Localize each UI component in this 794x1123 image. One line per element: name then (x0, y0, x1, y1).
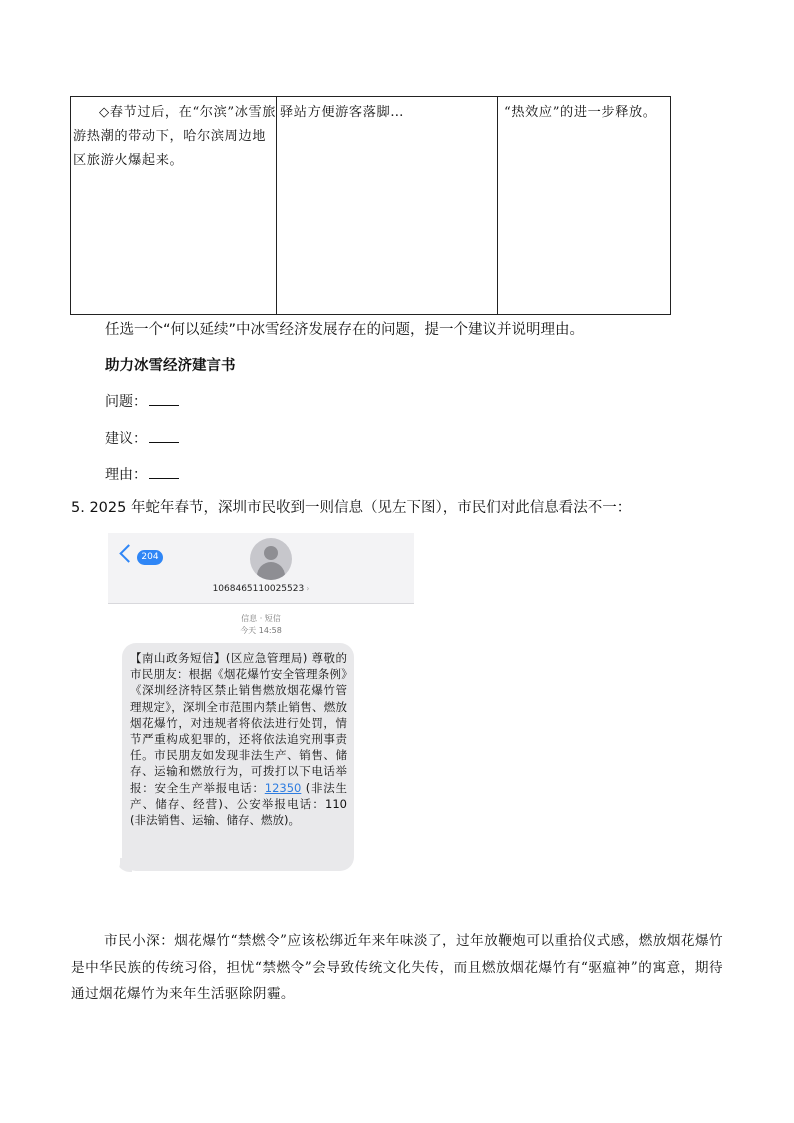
info-table (70, 96, 671, 315)
table-cell-col1 (71, 97, 277, 314)
citizen-view-paragraph: 市民小深：烟花爆竹“禁燃令”应该松绑近年来年味淡了，过年放鞭炮可以重拾仪式感，燃放烟花爆竹是中华民族的传统习俗，担忧“禁燃令”会导致传统文化失传，而且燃放烟花爆竹有“驱瘟神”的寓意，期待通过烟花爆竹为来年生活驱除阴霾。 (71, 933, 723, 1002)
table-cell-text: 驿站方便游客落脚… (280, 105, 405, 120)
task-instruction: 任选一个“何以延续”中冰雪经济发展存在的问题，提一个建议并说明理由。 (105, 322, 585, 338)
message-text-tail: (非法生产、储存、经营)、公安举报电话：110 (非法销售、运输、储存、燃放)。 (130, 780, 347, 828)
table-cell-col3 (498, 97, 671, 314)
back-chevron-icon[interactable] (119, 544, 137, 562)
question-5: 5. 2025 年蛇年春节，深圳市民收到一则信息（见左下图），市民们对此信息看法不一： (71, 500, 632, 516)
suggestion-label: 建议： (105, 431, 147, 447)
message-service-label: 信息 · 短信 (241, 614, 281, 623)
reason-line (105, 464, 179, 485)
table-cell-text: ◇春节过后，在“尔滨”冰雪旅游热潮的带动下，哈尔滨周边地区旅游火爆起来。 (73, 105, 277, 168)
table-cell-col2 (277, 97, 498, 314)
problem-label: 问题： (105, 394, 147, 410)
bubble-tail-mask (108, 853, 120, 873)
message-bubble (122, 643, 354, 871)
problem-blank[interactable] (149, 391, 179, 406)
contact-avatar-icon[interactable] (250, 538, 292, 580)
sender-number[interactable] (108, 584, 414, 594)
sender-number-text: 1068465110025523 (212, 584, 305, 594)
suggestion-blank[interactable] (149, 428, 179, 443)
table-cell-text: “热效应”的进一步释放。 (504, 105, 657, 120)
chevron-right-icon: › (306, 584, 310, 593)
suggestion-line (105, 428, 179, 449)
problem-line (105, 391, 179, 412)
sms-screenshot (108, 533, 414, 863)
reason-blank[interactable] (149, 464, 179, 479)
message-text: 【南山政务短信】(区应急管理局) 尊敬的市民朋友：根据《烟花爆竹安全管理条例》《深圳经济特区禁止销售燃放烟花爆竹管理规定》，深圳全市范围内禁止销售、燃放烟花爆竹，对违规者将依法进行处罚，情节严重构成犯罪的，还将依法追究刑事责任。市民朋友如发现非法生产、销售、储存、运输和燃放行为，可拨打以下电话举报：安全生产举报电话： (130, 651, 347, 795)
phone-number-link[interactable]: 12350 (264, 780, 302, 795)
reason-label: 理由： (105, 467, 147, 483)
message-timestamp: 今天 14:58 (240, 626, 282, 635)
form-title: 助力冰雪经济建言书 (105, 358, 236, 374)
message-header (108, 533, 414, 604)
unread-count-badge[interactable]: 204 (137, 550, 163, 565)
